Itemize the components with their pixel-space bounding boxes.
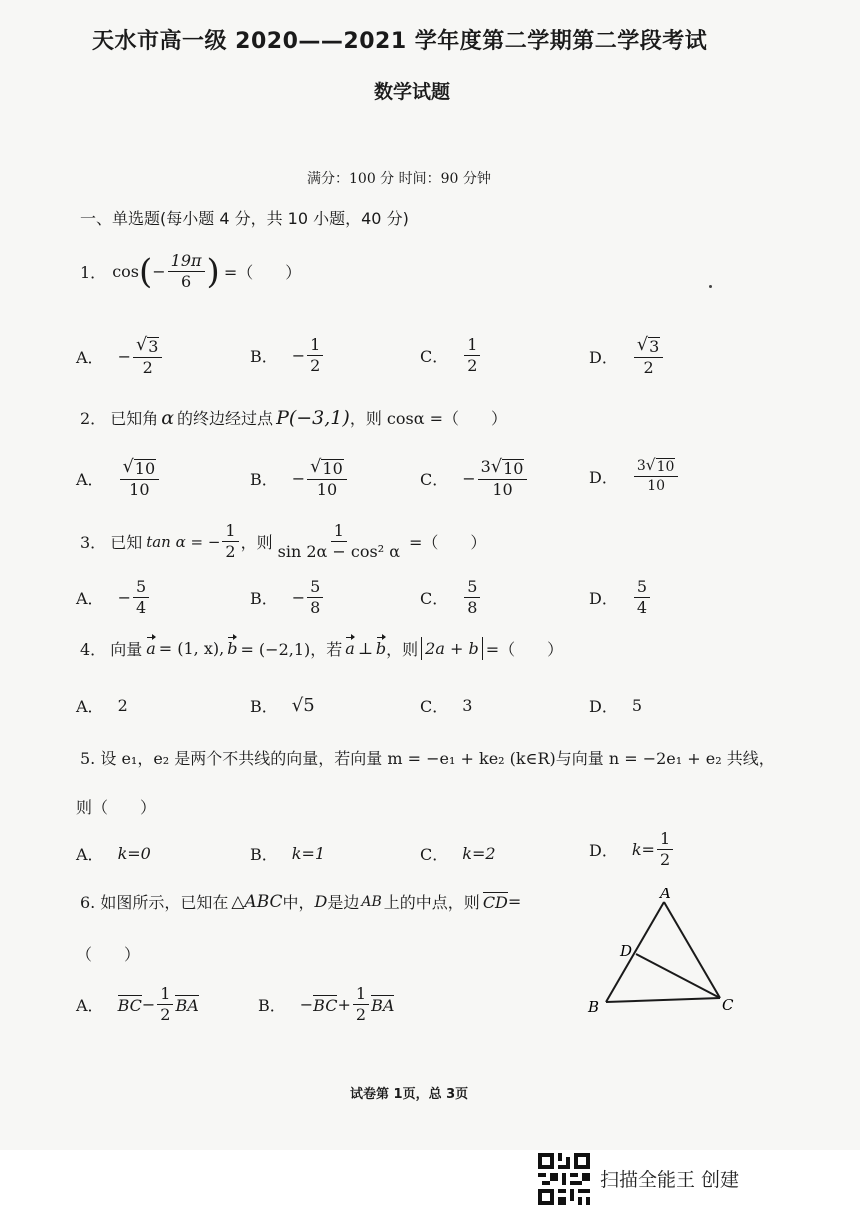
option-label: B．	[250, 470, 278, 490]
option-fraction	[353, 985, 369, 1025]
option-value: √5	[291, 695, 315, 716]
option-label: B．	[250, 845, 278, 864]
question-number: 2．	[80, 409, 107, 428]
q2-option-c	[420, 458, 529, 500]
question-text: ，则	[240, 533, 273, 553]
option-value: k=1	[291, 844, 326, 863]
q4-option-b	[250, 694, 315, 717]
option-label: C．	[420, 589, 449, 609]
scan-speck	[709, 285, 712, 288]
q4-option-c	[420, 694, 472, 717]
option-label: D．	[589, 841, 618, 861]
question-text: 的终边经过点	[177, 409, 274, 428]
question-text: 中，	[282, 893, 315, 912]
coefficient: 3	[636, 458, 646, 474]
option-label: C．	[420, 697, 449, 716]
option-fraction	[157, 985, 173, 1025]
option-value: 2	[117, 696, 128, 715]
triangle-abc: △ABC	[231, 891, 283, 912]
q3-option-b	[250, 578, 325, 618]
vector-b: b	[227, 639, 238, 658]
question-3	[80, 522, 486, 562]
vector-a: a	[146, 639, 156, 658]
answer-blank: =（ ）	[485, 640, 564, 659]
option-label: C．	[420, 347, 449, 367]
fraction-denominator: 2	[225, 542, 236, 562]
coefficient: 3	[480, 457, 491, 476]
option-label: D．	[589, 589, 618, 609]
question-text: ，则 cosα =（ ）	[349, 409, 508, 428]
question-text: 已知	[110, 533, 143, 553]
question-text: = (1, x),	[158, 639, 225, 658]
option-sign: −	[462, 469, 476, 489]
point-d-label: D	[314, 892, 328, 911]
fraction-denominator: 2	[643, 358, 654, 378]
option-label: A．	[76, 996, 104, 1016]
question-text: 已知角	[110, 409, 159, 428]
fraction-numerator: 10	[503, 459, 524, 478]
option-sign: −	[117, 347, 131, 367]
vector-ba: BA	[371, 995, 395, 1015]
left-paren: (	[139, 251, 153, 292]
q1-option-b	[250, 336, 325, 376]
vertex-a-label: A	[660, 888, 671, 902]
fraction-numerator: 10	[656, 459, 675, 475]
fraction-numerator: 1	[307, 336, 323, 356]
option-fraction	[657, 830, 673, 870]
right-paren: )	[206, 251, 220, 292]
fraction-numerator: 5	[133, 578, 149, 598]
question-2	[80, 406, 507, 429]
option-value: 5	[631, 696, 643, 715]
exam-meta: 满分：100 分 时间：90 分钟	[307, 171, 491, 187]
operator: +	[337, 995, 351, 1015]
abs-expression	[421, 637, 483, 660]
operator: −	[141, 995, 156, 1015]
fraction-denominator: 6	[181, 272, 192, 292]
vector-cd: CD	[482, 892, 508, 912]
q1-option-d	[589, 336, 665, 378]
fraction-denominator: 2	[467, 356, 478, 376]
option-label: B．	[250, 697, 278, 716]
page-footer: 试卷第 1页，总 3页	[350, 1087, 469, 1102]
exam-subtitle: 数学试题	[374, 81, 451, 103]
fraction-numerator: 1	[157, 985, 173, 1005]
option-fraction	[464, 336, 480, 376]
answer-blank: =（ ）	[223, 263, 302, 283]
section-heading: 一、单选题(每小题 4 分，共 10 小题，40 分)	[80, 209, 409, 228]
option-fraction: 3 √ 10 10	[478, 458, 528, 500]
q2-option-b	[250, 458, 349, 500]
edge-ab	[606, 902, 664, 1002]
option-label: A．	[76, 845, 104, 864]
scanner-stamp-bar	[0, 1150, 860, 1217]
fraction-numerator: 1	[222, 522, 238, 542]
q6-option-a	[76, 985, 199, 1025]
vertex-b-label: B	[588, 998, 600, 1016]
fraction-numerator: 19π	[168, 252, 205, 272]
option-value: k=0	[117, 844, 151, 863]
q4-option-d	[589, 694, 642, 717]
fraction	[222, 522, 238, 562]
qr-code-icon	[538, 1153, 590, 1205]
fraction	[168, 252, 205, 292]
cos-func: cos	[112, 262, 139, 282]
option-fraction	[307, 336, 323, 376]
option-label: A．	[76, 589, 104, 609]
fraction-denominator: 10	[129, 480, 150, 500]
option-fraction: √ 10 10	[120, 458, 160, 500]
scanner-watermark: 扫描全能王 创建	[600, 1169, 740, 1191]
alpha-symbol: α	[161, 406, 175, 429]
vector-ba: BA	[175, 995, 199, 1015]
question-6-line-2: （ ）	[76, 945, 141, 964]
vector-bc: BC	[313, 995, 338, 1015]
fraction-denominator: 8	[310, 598, 321, 618]
question-5-line-2: 则（ ）	[76, 798, 157, 817]
question-6-line-1	[80, 890, 521, 913]
q5-option-d	[589, 830, 675, 870]
fraction-denominator: 4	[636, 598, 648, 618]
segment-ab: AB	[361, 893, 382, 910]
option-fraction: √ 3 2	[634, 336, 663, 378]
fraction-numerator: 10	[134, 459, 156, 478]
option-label: A．	[76, 697, 104, 716]
option-label: B．	[250, 589, 278, 609]
option-label: C．	[420, 845, 449, 864]
question-text: 上的中点，则	[383, 893, 480, 912]
option-label: B．	[258, 996, 286, 1016]
fraction-numerator: 5	[634, 578, 650, 598]
option-value: k=2	[462, 844, 496, 863]
q5-option-a	[76, 842, 151, 865]
question-text: = (−2,1)，若	[240, 640, 343, 659]
q1-option-a	[76, 336, 164, 378]
perp-symbol: ⊥	[357, 639, 373, 658]
option-label: D．	[589, 348, 618, 368]
fraction-denominator: 2	[355, 1005, 367, 1025]
fraction-numerator: 5	[464, 578, 480, 598]
point-p: P(−3,1)	[276, 406, 350, 429]
q4-option-a	[76, 694, 128, 717]
fraction-numerator: 3	[148, 337, 159, 356]
option-fraction	[307, 578, 323, 618]
question-number: 4．	[80, 640, 107, 659]
fraction-numerator: 3	[649, 337, 660, 356]
fraction-denominator: 8	[467, 598, 478, 618]
option-value: 3	[462, 696, 473, 715]
fraction-denominator: 2	[160, 1005, 171, 1025]
question-5-line-1: 5. 设 e₁，e₂ 是两个不共线的向量，若向量 m = −e₁ + ke₂ (k∈R)与向量 n = −2e₁ + e₂ 共线，	[80, 749, 775, 768]
fraction-denominator: 10	[647, 478, 666, 495]
operator: −	[299, 995, 314, 1015]
fraction-numerator: 5	[307, 578, 323, 598]
option-sign: −	[117, 588, 131, 608]
question-4	[80, 637, 563, 660]
vector-bc: BC	[117, 995, 142, 1015]
option-fraction	[133, 578, 149, 618]
exam-title: 天水市高一级 2020——2021 学年度第二学期第二学段考试	[92, 29, 708, 54]
vertex-c-label: C	[722, 996, 734, 1014]
option-fraction	[464, 578, 480, 618]
option-fraction: √ 10 10	[307, 458, 347, 500]
fraction-numerator: 1	[464, 336, 480, 356]
fraction-denominator: 10	[492, 480, 513, 500]
option-label: B．	[250, 347, 278, 367]
option-label: D．	[589, 467, 618, 487]
question-text: ，则	[386, 640, 419, 659]
vector-expression: 2a + b	[425, 639, 479, 658]
edge-bc	[606, 998, 720, 1002]
answer-blank: =（ ）	[409, 533, 487, 553]
question-text: 向量	[110, 640, 143, 659]
fraction-numerator: 1	[353, 985, 369, 1005]
fraction-denominator: 2	[659, 850, 671, 870]
question-text: =	[507, 892, 522, 911]
option-sign: −	[291, 588, 306, 608]
option-label: A．	[76, 470, 104, 490]
option-fraction	[634, 578, 650, 618]
question-text: 6. 如图所示，已知在	[80, 893, 229, 912]
option-label: C．	[420, 470, 449, 490]
q3-option-d	[589, 578, 652, 618]
tan-expression: tan α = −	[146, 532, 221, 551]
option-sign: −	[291, 346, 306, 366]
question-number: 3．	[80, 533, 107, 553]
fraction-denominator: 4	[135, 598, 147, 618]
vector-a: a	[345, 639, 355, 658]
fraction-denominator: 10	[316, 480, 338, 500]
question-text: 是边	[327, 893, 360, 912]
question-number: 1．	[80, 263, 107, 283]
fraction-numerator: 1	[657, 830, 673, 850]
q2-option-a	[76, 458, 161, 500]
option-label: D．	[589, 697, 618, 716]
q5-option-b	[250, 842, 325, 865]
option-fraction: 3 √ 10 10	[634, 458, 679, 494]
fraction-denominator: sin 2α − cos² α	[277, 542, 400, 562]
fraction	[275, 522, 403, 562]
minus-sign: −	[152, 262, 166, 282]
triangle-figure	[580, 888, 760, 1023]
fraction-numerator: 1	[331, 522, 347, 542]
q6-option-b	[258, 985, 394, 1025]
option-label: A．	[76, 348, 104, 368]
q5-option-c	[420, 842, 496, 865]
fraction-numerator: 10	[322, 459, 343, 478]
fraction-denominator: 2	[310, 356, 321, 376]
q3-option-c	[420, 578, 482, 618]
vector-b: b	[375, 639, 387, 658]
option-fraction: √ 3 2	[133, 336, 162, 378]
q1-option-c	[420, 336, 482, 376]
option-value: k=	[631, 840, 655, 860]
fraction-denominator: 2	[142, 358, 153, 378]
vertex-d-label: D	[620, 942, 633, 960]
q3-option-a	[76, 578, 151, 618]
option-sign: −	[291, 469, 306, 489]
q2-option-d	[589, 458, 680, 494]
question-1	[80, 252, 301, 292]
